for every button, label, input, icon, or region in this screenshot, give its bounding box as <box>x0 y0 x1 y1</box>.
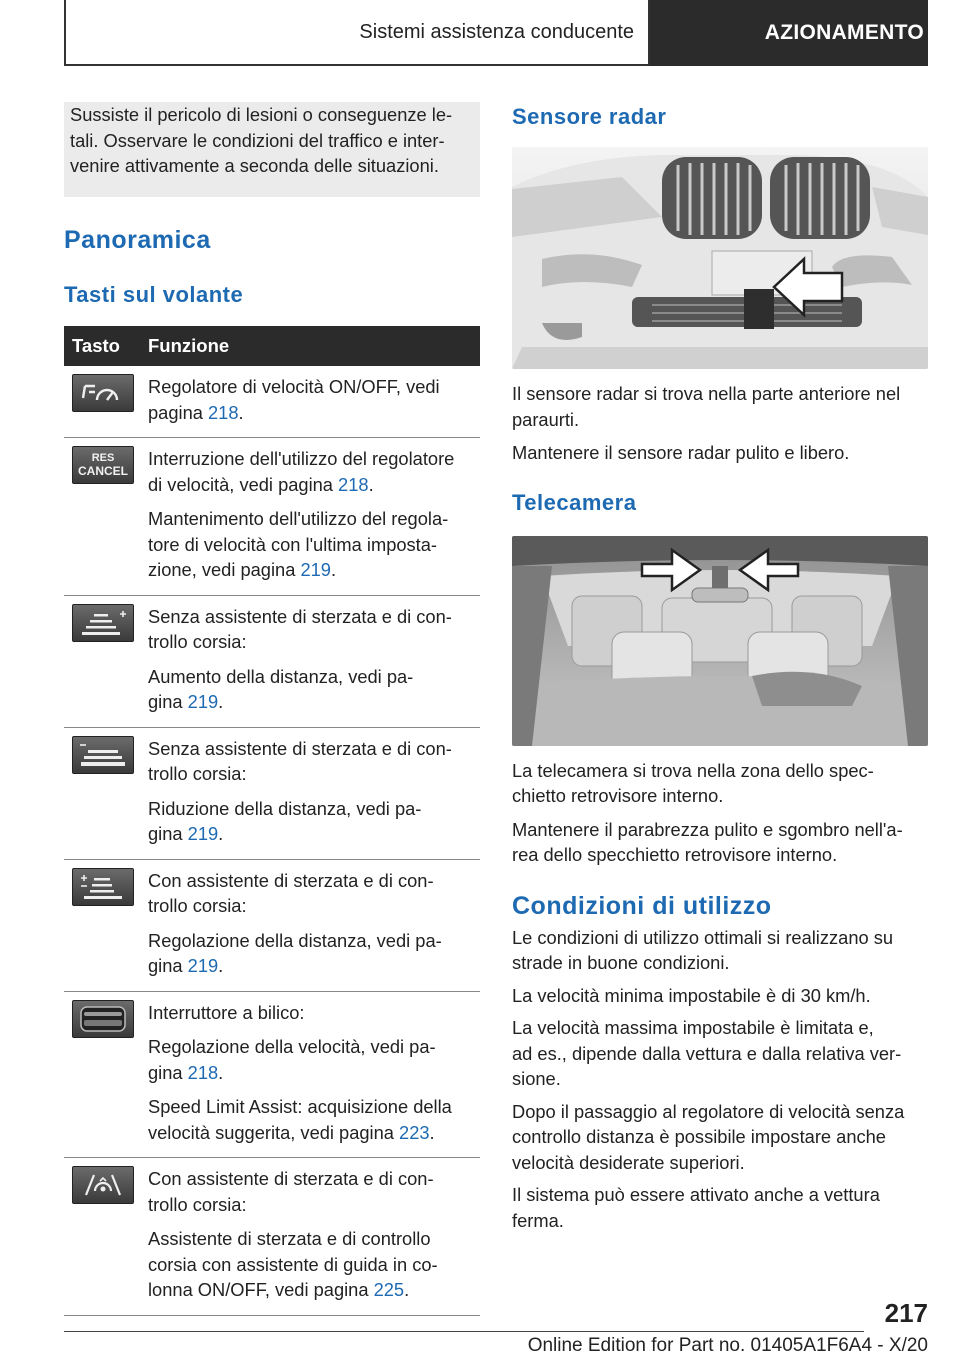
function-text <box>148 374 480 425</box>
table-row <box>64 1158 480 1316</box>
text-tail: . <box>218 691 224 712</box>
text-line: lonna ON/OFF, vedi pagina <box>148 1279 374 1300</box>
cond-p3-l3: sione. <box>512 1068 561 1089</box>
text-line: Interruttore a bilico: <box>148 1001 305 1023</box>
text-line: corsia con assistente di guida in co- <box>148 1253 438 1275</box>
text-tail: . <box>238 401 244 423</box>
page-ref-link[interactable]: 218 <box>207 401 239 423</box>
text-line: Con assistente di sterzata e di con- <box>148 1168 434 1189</box>
cond-p1-l1: Le condizioni di utilizzo ottimali si realizzano su <box>512 926 894 948</box>
section-title: Sistemi assistenza conducente <box>64 0 650 66</box>
function-text <box>148 604 480 655</box>
text-tail: . <box>218 1061 224 1083</box>
text-line: trollo corsia: <box>148 763 247 784</box>
text-line: Senza assistente di sterzata e di con- <box>148 737 452 759</box>
distance-decrease-icon <box>72 736 134 774</box>
table-row <box>64 438 480 596</box>
chapter-title: AZIONAMENTO <box>650 0 928 66</box>
keys-table <box>64 326 480 1316</box>
key-cell <box>64 1000 148 1158</box>
left-column <box>64 102 480 1300</box>
function-cell <box>148 868 480 991</box>
radar-text <box>512 381 928 466</box>
text-line: gina <box>148 955 188 976</box>
function-text <box>148 1166 480 1217</box>
text-line: Senza assistente di sterzata e di con- <box>148 605 452 627</box>
text-line: Riduzione della distanza, vedi pa- <box>148 797 422 819</box>
function-text <box>148 868 480 919</box>
function-cell <box>148 1000 480 1158</box>
page-ref-link[interactable]: 219 <box>187 823 219 844</box>
right-column <box>512 102 928 1233</box>
text-line: Assistente di sterzata e di controllo <box>148 1228 431 1249</box>
rocker-switch-icon <box>72 1000 134 1038</box>
function-text <box>148 446 480 497</box>
table-body <box>64 366 480 1316</box>
key-cell <box>64 1166 148 1315</box>
text-line: Regolazione della distanza, vedi pa- <box>148 929 442 951</box>
cond-p3-l2: ad es., dipende dalla vettura e dalla relativa ver- <box>512 1042 902 1064</box>
camera-p2-l2: rea dello specchietto retrovisore interno. <box>512 844 838 865</box>
cond-p5-l1: Il sistema può essere attivato anche a vettura <box>512 1184 880 1205</box>
text-line: trollo corsia: <box>148 631 247 652</box>
key-cell <box>64 868 148 991</box>
radar-photo <box>512 147 928 369</box>
text-tail: . <box>429 1121 435 1143</box>
page-ref-link[interactable]: 219 <box>300 559 331 580</box>
page-number: 217 <box>884 1298 928 1328</box>
text-line: Aumento della distanza, vedi pa- <box>148 665 414 687</box>
function-text <box>148 928 480 979</box>
page-header <box>64 0 928 66</box>
function-cell <box>148 446 480 595</box>
cond-p2: La velocità minima impostabile è di 30 km/h. <box>512 984 871 1006</box>
table-row <box>64 728 480 860</box>
col-key-header: Tasto <box>72 335 120 356</box>
text-line: trollo corsia: <box>148 895 247 916</box>
edition-note: Online Edition for Part no. 01405A1F6A4 - X/20 <box>527 1335 928 1356</box>
text-line: Mantenimento dell'utilizzo del regola- <box>148 508 449 529</box>
function-text <box>148 506 480 583</box>
warning-line-1: Sussiste il pericolo di lesioni o conseguenze le- <box>70 104 453 125</box>
text-line: gina <box>148 823 188 844</box>
text-tail: . <box>368 473 374 495</box>
overview-heading: Panoramica <box>64 226 211 254</box>
page-ref-link[interactable]: 218 <box>338 473 369 495</box>
steering-assist-icon <box>72 1166 134 1204</box>
function-cell <box>148 1166 480 1315</box>
camera-photo <box>512 536 928 746</box>
warning-line-3: venire attivamente a seconda delle situazioni. <box>70 155 439 176</box>
function-text <box>148 1226 480 1303</box>
radar-heading: Sensore radar <box>512 104 667 129</box>
conditions-heading: Condizioni di utilizzo <box>512 891 772 920</box>
camera-p1-l2: chietto retrovisore interno. <box>512 785 724 806</box>
text-line: di velocità, vedi pagina <box>148 473 339 495</box>
text-line: pagina <box>148 401 208 423</box>
lane-distance-icon <box>72 868 134 906</box>
camera-p1-l1: La telecamera si trova nella zona dello spec- <box>512 759 874 781</box>
radar-p1-l2: paraurti. <box>512 408 580 430</box>
camera-text <box>512 758 928 868</box>
page-ref-link[interactable]: 219 <box>187 955 219 976</box>
table-row <box>64 860 480 992</box>
page-ref-link[interactable]: 218 <box>187 1061 219 1083</box>
text-line: trollo corsia: <box>148 1193 247 1215</box>
text-tail: . <box>218 955 224 976</box>
col-function-header: Funzione <box>148 335 230 356</box>
warning-box <box>64 102 480 197</box>
cond-p3-l1: La velocità massima impostabile è limitata e, <box>512 1017 874 1038</box>
function-text <box>148 736 480 787</box>
text-line: velocità suggerita, vedi pagina <box>148 1121 400 1143</box>
res-label: RES <box>91 452 115 464</box>
distance-increase-icon <box>72 604 134 642</box>
text-tail: . <box>218 823 224 844</box>
key-cell <box>64 446 148 595</box>
text-line: Regolazione della velocità, vedi pa- <box>148 1036 436 1057</box>
table-row <box>64 992 480 1159</box>
cond-p4-l1: Dopo il passaggio al regolatore di velocità senza <box>512 1100 905 1122</box>
cond-p4-l2: controllo distanza è possibile impostare anche <box>512 1126 886 1147</box>
camera-heading: Telecamera <box>512 489 637 515</box>
overview-subheading: Tasti sul volante <box>64 282 244 307</box>
function-text <box>148 1000 480 1026</box>
page-ref-link[interactable]: 225 <box>373 1279 405 1300</box>
function-cell <box>148 374 480 437</box>
key-cell <box>64 374 148 437</box>
function-text <box>148 1034 480 1085</box>
table-header <box>64 326 480 366</box>
res-cancel-icon <box>72 446 134 484</box>
text-line: gina <box>148 691 188 712</box>
function-cell <box>148 604 480 727</box>
page-ref-link[interactable]: 219 <box>187 691 219 712</box>
cond-p1-l2: strade in buone condizioni. <box>512 952 730 973</box>
camera-p2-l1: Mantenere il parabrezza pulito e sgombro nell'a- <box>512 818 903 840</box>
radar-p1-l1: Il sensore radar si trova nella parte anteriore nel <box>512 383 901 404</box>
footer-rule <box>64 1331 864 1332</box>
function-text <box>148 1094 480 1145</box>
cond-p5-l2: ferma. <box>512 1209 564 1231</box>
cond-p4-l3: velocità desiderate superiori. <box>512 1151 745 1173</box>
warning-line-2: tali. Osservare le condizioni del traffico e inter- <box>70 129 445 151</box>
key-cell <box>64 604 148 727</box>
text-line: Regolatore di velocità ON/OFF, vedi <box>148 376 440 397</box>
page-ref-link[interactable]: 223 <box>399 1121 430 1143</box>
function-text <box>148 796 480 847</box>
text-line: Con assistente di sterzata e di con- <box>148 869 434 891</box>
key-cell <box>64 736 148 859</box>
conditions-text <box>512 925 928 1234</box>
text-line: gina <box>148 1061 188 1083</box>
text-tail: . <box>330 559 337 580</box>
text-line: tore di velocità con l'ultima imposta- <box>148 533 438 555</box>
table-row <box>64 366 480 438</box>
text-line: Speed Limit Assist: acquisizione della <box>148 1096 452 1117</box>
text-line: Interruzione dell'utilizzo del regolatore <box>148 448 455 469</box>
function-text <box>148 664 480 715</box>
radar-p2: Mantenere il sensore radar pulito e libero. <box>512 442 850 463</box>
cruise-control-icon <box>72 374 134 412</box>
function-cell <box>148 736 480 859</box>
text-tail: . <box>404 1279 410 1300</box>
table-row <box>64 596 480 728</box>
cancel-label: CANCEL <box>78 464 128 478</box>
text-line: zione, vedi pagina <box>148 559 301 580</box>
